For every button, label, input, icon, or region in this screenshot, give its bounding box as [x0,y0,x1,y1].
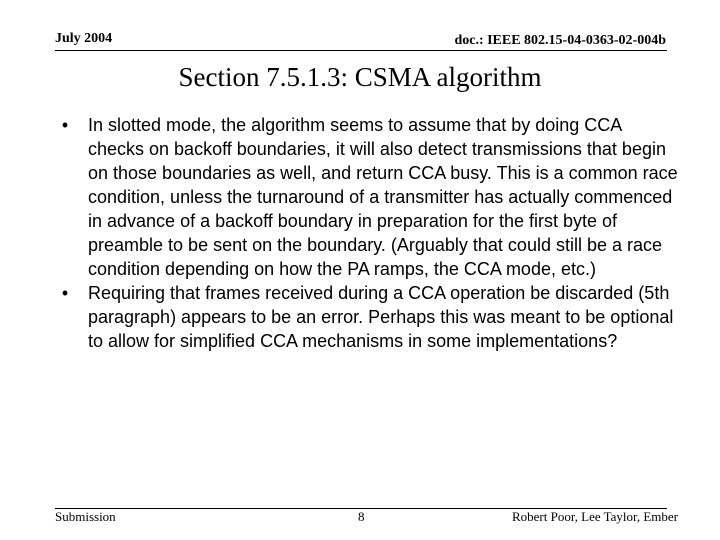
bullet-marker: • [61,115,69,135]
slide-title: Section 7.5.1.3: CSMA algorithm [178,62,542,92]
header-divider [55,50,667,51]
footer-submission: Submission [55,509,116,524]
header-date: July 2004 [55,31,113,46]
bullet-marker: • [61,283,69,303]
footer-page-number: 8 [358,509,365,524]
bullet-list [58,113,678,353]
bullet-text: Requiring that frames received during a CCA operation be discarded (5th paragraph) appears to be an error. Perhaps this was meant to be optional to allow for simplified CCA mechanisms in some implementations? [88,283,674,351]
header-doc-id: doc.: IEEE 802.15-04-0363-02-004b [454,33,666,48]
bullet-item [58,281,678,353]
bullet-text: In slotted mode, the algorithm seems to assume that by doing CCA checks on backoff boundaries, it will also detect transmissions that begin on those boundaries as well, and return CCA busy. This is a common race condition, unless the turnaround of a transmitter has actually commenced in advance of a backoff boundary in preparation for the first byte of preamble to be sent on the boundary. (Arguably that could still be a race condition depending on how the PA ramps, the CCA mode, etc.) [88,115,678,279]
footer-authors: Robert Poor, Lee Taylor, Ember [511,509,678,524]
bullet-item [58,113,678,281]
